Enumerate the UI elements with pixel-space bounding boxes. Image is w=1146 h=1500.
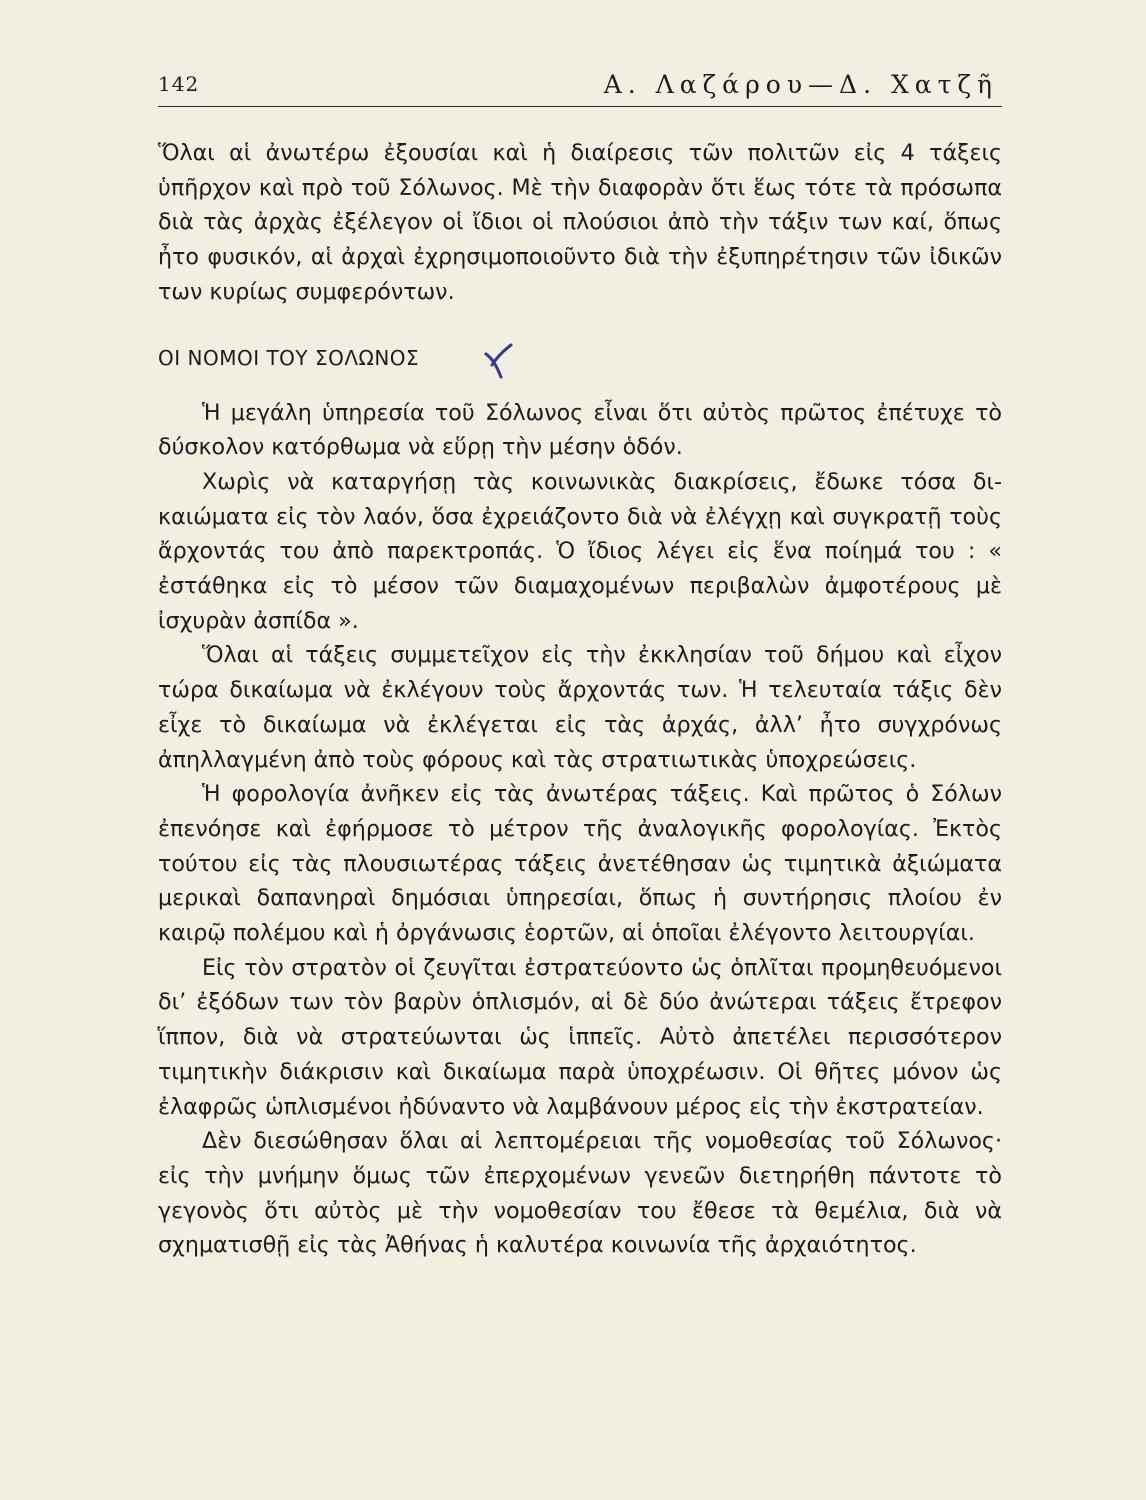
body-paragraph (158, 396, 1002, 465)
body-paragraph (158, 465, 1002, 639)
body-paragraph (158, 1124, 1002, 1263)
text-line: ἀξιώματα μερικαὶ δαπανηραὶ δημόσιαι ὑπηρεσίαι, ὅπως ἡ συντή (158, 850, 1002, 912)
intro-paragraph (158, 136, 1002, 310)
text-line: Χωρὶς νὰ καταργήσῃ τὰς κοινωνικὰς διακρίσεις, ἔδωκε τόσα δι (202, 468, 1002, 495)
text-line: δὲν εἶχε τὸ δικαίωμα νὰ ἐκλέγεται εἰς τὰς ἀρχάς, ἀλλ’ ἦτο συγχρόνως (158, 677, 1002, 738)
text-line: χρέωσιν. Οἱ θῆτες μόνον ὡς ἐλαφρῶς ὡπλισμένοι ἠδύναντο νὰ λαμ (158, 1058, 1002, 1120)
text-line: ξεις ὑπῆρχον καὶ πρὸ τοῦ Σόλωνος. Μὲ τὴν διαφορὰν ὅτι ἕως τότε τὰ (158, 140, 1002, 201)
text-line: πρόσωπα διὰ τὰς ἀρχὰς ἐξέλεγον οἱ ἴδιοι οἱ πλούσιοι ἀπὸ τὴν τάξιν (158, 174, 1002, 236)
text-line: Ἐκτὸς τούτου εἰς τὰς πλουσιωτέρας τάξεις ἀνετέθησαν ὡς τιμητικὰ (158, 815, 1002, 877)
text-line: Δὲν διεσώθησαν ὅλαι αἱ λεπτομέρειαι τῆς νομοθεσίας τοῦ Σόλω (202, 1128, 956, 1155)
text-line: τάξεις ἔτρεφον ἵππον, διὰ νὰ στρατεύωνται ὡς ἱππεῖς. Αὐτὸ ἀπετέ (158, 989, 1002, 1051)
text-line: ἀπηλλαγμένη ἀπὸ τοὺς φόρους καὶ τὰς στρατιωτικὰς ὑποχρεώσεις. (158, 746, 917, 773)
text-line: καιώματα εἰς τὸν λαόν, ὅσα ἐχρειάζοντο διὰ νὰ ἐλέγχῃ καὶ συγκρατῇ (158, 503, 950, 530)
body-paragraph (158, 951, 1002, 1125)
text-line: χαιότητος. (793, 1232, 917, 1259)
page-header (158, 66, 1008, 106)
page-number: 142 (158, 72, 200, 96)
handwritten-cross-icon (480, 340, 516, 380)
section-heading-row (158, 340, 1002, 380)
text-line: Εἰς τὸν στρατὸν οἱ ζευγῖται ἐστρατεύοντο ὡς ὁπλῖται προμη (202, 954, 891, 981)
text-line: τώρα δικαίωμα νὰ ἐκλέγουν τοὺς ἄρχοντάς των. Ἡ τελευταία τάξις (158, 677, 965, 704)
text-line: βάνουν μέρος εἰς τὴν ἐκστρατείαν. (588, 1093, 984, 1120)
body-paragraph (158, 638, 1002, 777)
text-line: πηρέτησιν τῶν ἰδικῶν των κυρίως συμφερόντων. (158, 244, 1002, 305)
text-line: Ἡ φορολογία ἀνῆκεν εἰς τὰς ἀνωτέρας τάξεις. Καὶ πρῶτος ὁ Σό (202, 781, 958, 808)
text-line: των καί, ὅπως ἦτο φυσικόν, αἱ ἀρχαὶ ἐχρησιμοποιοῦντο διὰ τὴν ἐξυ (158, 209, 1002, 271)
text-line: Ὅλαι αἱ ἀνωτέρω ἐξουσίαι καὶ ἡ διαίρεσις τῶν πολιτῶν εἰς 4 τά (158, 140, 958, 166)
text-line: ρησις πλοίου ἐν καιρῷ πολέμου καὶ ἡ ὀργάνωσις ἑορτῶν, αἱ ὁποῖαι (158, 885, 1002, 947)
page-body (158, 136, 1002, 1263)
text-line: λει περισσότερον τιμητικὴν διάκρισιν καὶ δικαίωμα παρὰ ὑπο (158, 1024, 1002, 1085)
header-rule (158, 106, 1002, 107)
text-line: τοὺς ἄρχοντάς του ἀπὸ παρεκτροπάς. Ὁ ἴδιος λέγει εἰς ἕνα ποίημά (158, 503, 1002, 565)
running-head: Α. Λαζάρου—Δ. Χατζῆ (603, 70, 998, 99)
text-line: διὰ νὰ σχηματισθῇ εἰς τὰς Ἀθήνας ἡ καλυτέρα κοινωνία τῆς ἀρ (158, 1197, 1003, 1259)
body-paragraph (158, 777, 1002, 951)
text-line: ἐλέγοντο λειτουργίαι. (728, 920, 975, 947)
text-line: του : « ἐστάθηκα εἰς τὸ μέσον τῶν διαμαχομένων περιβαλὼν ἀμφοτέ (158, 538, 1002, 600)
text-line: Ὅλαι αἱ τάξεις συμμετεῖχον εἰς τὴν ἐκκλησίαν τοῦ δήμου καὶ εἶχον (202, 642, 1002, 669)
text-line: τοτε τὸ γεγονὸς ὅτι αὐτὸς μὲ τὴν νομοθεσίαν του ἔθεσε τὰ θεμέλια, (158, 1162, 1002, 1224)
text-line: θευόμενοι δι’ ἐξόδων των τὸν βαρὺν ὁπλισμόν, αἱ δὲ δύο ἀνώτεραι (158, 954, 1002, 1016)
text-line: Ἡ μεγάλη ὑπηρεσία τοῦ Σόλωνος εἶναι ὅτι αὐτὸς πρῶτος ἐπέτυχε (202, 399, 976, 426)
section-heading: ΟΙ ΝΟΜΟΙ ΤΟΥ ΣΟΛΩΝΟΣ (158, 345, 420, 370)
text-line: λων ἐπενόησε καὶ ἐφήρμοσε τὸ μέτρον τῆς ἀναλογικῆς φορολογίας. (158, 781, 1002, 842)
text-line: ρους μὲ ἰσχυρὰν ἀσπίδα ». (158, 573, 1002, 634)
text-line: τὸ δύσκολον κατόρθωμα νὰ εὕρῃ τὴν μέσην ὁδόν. (158, 399, 1002, 461)
text-line: νος· εἰς τὴν μνήμην ὅμως τῶν ἐπερχομένων γενεῶν διετηρήθη πάν (158, 1128, 1002, 1189)
